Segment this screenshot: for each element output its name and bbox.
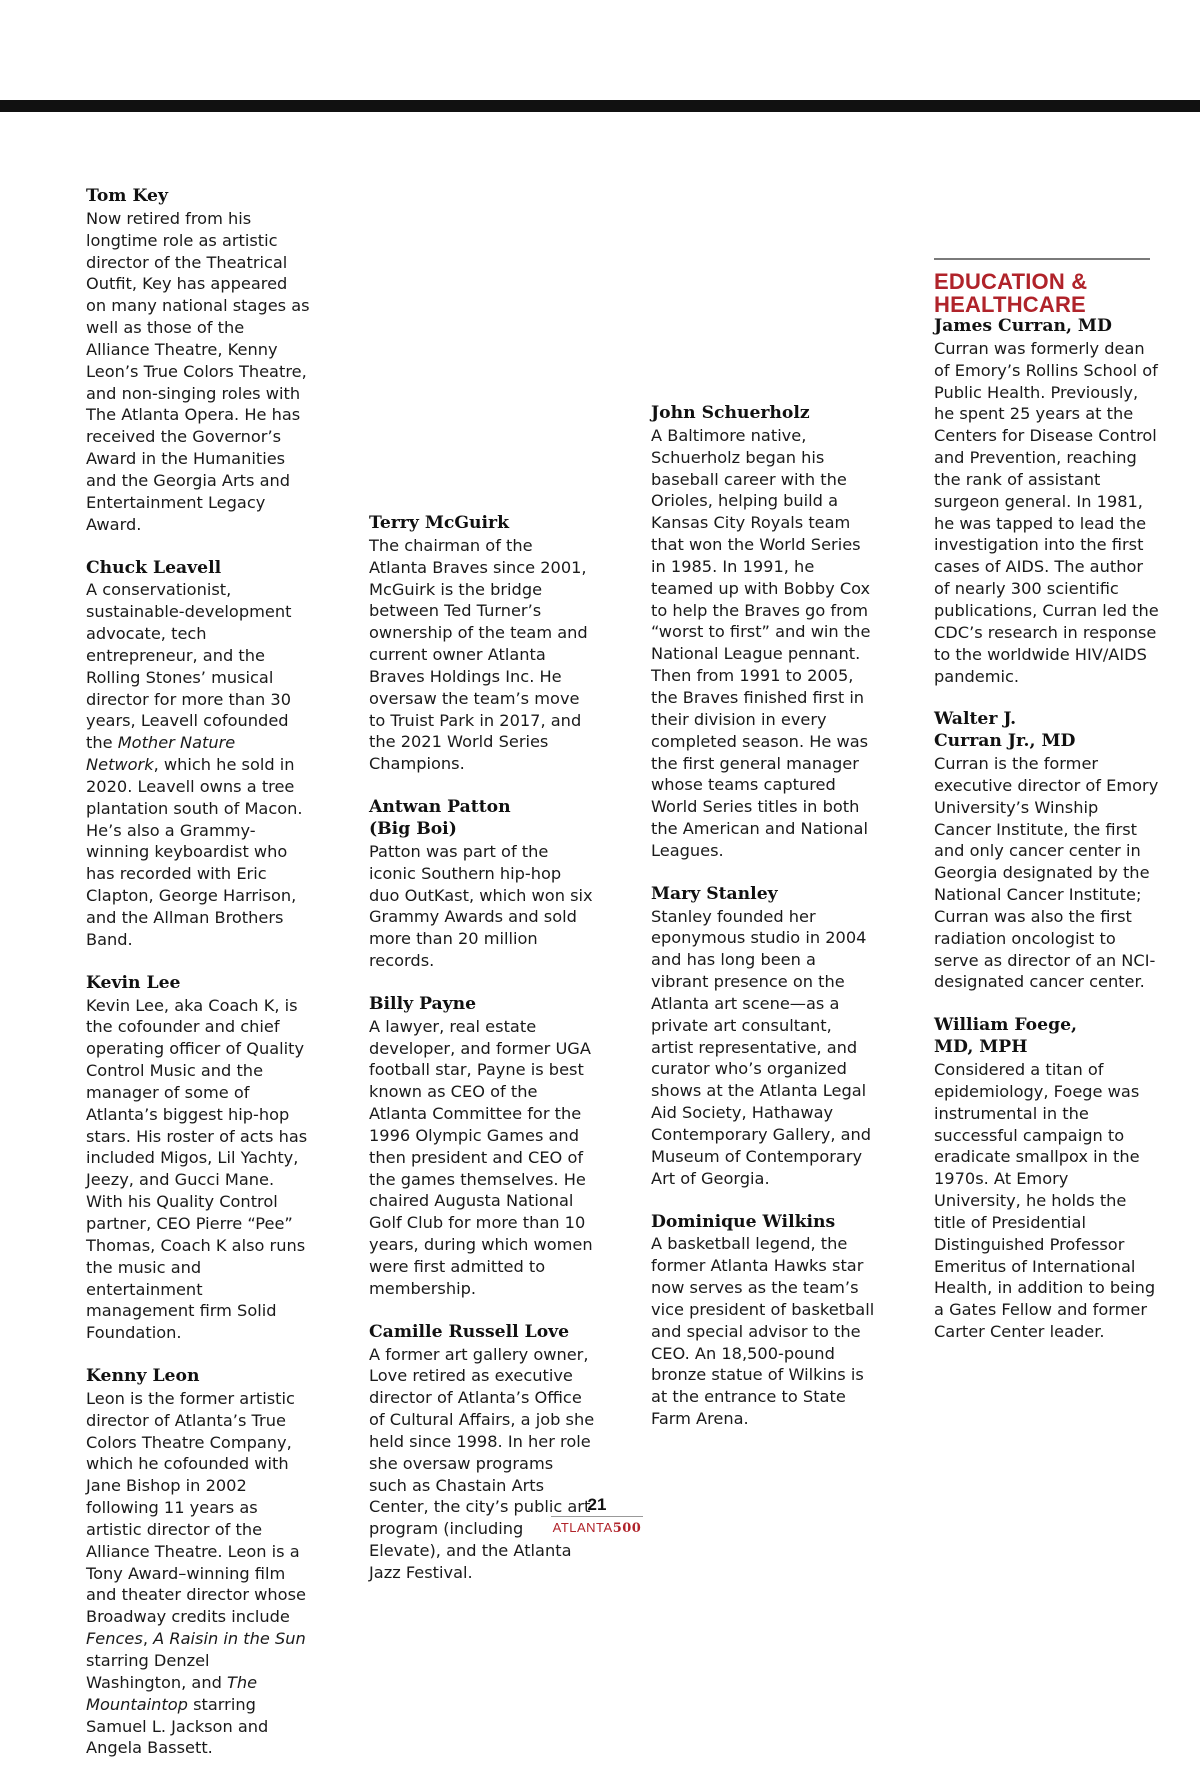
publication-brand <box>553 1520 642 1535</box>
entry-name: Kenny Leon <box>86 1366 200 1387</box>
entry-body: A Baltimore native, Schuerholz began his baseball career with the Orioles, helping build a Kansas City Royals team that won the World Series in 1985. In 1991, he teamed up with Bobby Cox to help the Braves go from “worst to first” and win the National League pennant. Then from 1991 to 2005, the Braves finished first in their division in every completed season. He was the first general manager whose teams captured World Series titles in both the American and National Leagues. <box>651 425 871 860</box>
entry-chuck-leavell <box>86 558 312 951</box>
work-title: A Raisin in the Sun <box>153 1629 306 1649</box>
entry-name: Chuck Leavell <box>86 557 222 578</box>
page-number: 21 <box>587 1495 607 1514</box>
body-text: Leon is the former artistic director of Atlanta’s True Colors Theatre Company, which he cofounded with Jane Bishop in 2002 following 11 years as artistic director of the Alliance Theatre. Leon is a Tony Award–winning film and theater director whose Broadway credits include <box>86 1388 306 1627</box>
entry-name: Terry McGuirk <box>369 513 509 533</box>
entry-john-schuerholz <box>651 403 877 862</box>
body-text: starring Denzel Washington, and <box>86 1651 228 1692</box>
section-heading <box>934 270 1160 316</box>
publication-title: Mother Nature Network <box>86 733 236 775</box>
work-title: Fences <box>86 1629 143 1649</box>
entry-terry-mcguirk <box>369 513 595 775</box>
entry-body: Kevin Lee, aka Coach K, is the cofounder and chief operating officer of Quality Control Music and the manager of some of Atlanta’s biggest hip-hop stars. His roster of acts has included Migos, Lil Yachty, Jeezy, and Gucci Mane. With his Quality Control partner, CEO Pierre “Pee” Thomas, Coach K also runs the music and entertainment management firm Solid Foundation. <box>86 995 308 1343</box>
entry-name: John Schuerholz <box>651 403 810 423</box>
entry-name: Kevin Lee <box>86 972 181 993</box>
entry-james-curran <box>934 316 1160 687</box>
entry-body: Stanley founded her eponymous studio in 2004 and has long been a vibrant presence on the Atlanta art scene—as a private art consultant, artist representative, and curator who’s organized shows at the Atlanta Legal Aid Society, Hathaway Contemporary Gallery, and Museum of Contemporary Art of Georgia. <box>651 906 872 1188</box>
entry-body: A lawyer, real estate developer, and former UGA football star, Payne is best known as CEO of the Atlanta Committee for the 1996 Olympic Games and then president and CEO of the games themselves. He chaired Augusta National Golf Club for more than 10 years, during which women were first admitted to membership. <box>369 1016 593 1298</box>
entry-body: Considered a titan of epidemiology, Foege was instrumental in the successful campaign to eradicate smallpox in the 1970s. At Emory University, he holds the title of Presidential Distinguished Professor Emeritus of International Health, in addition to being a Gates Fellow and former Carter Center leader. <box>934 1060 1156 1342</box>
name-line: Antwan Patton <box>369 797 511 818</box>
entry-mary-stanley <box>651 884 877 1190</box>
entry-body: A basketball legend, the former Atlanta Hawks star now serves as the team’s vice president of basketball and special advisor to the CEO. An 18,500-pound bronze statue of Wilkins is at the entrance to State Farm Arena. <box>651 1234 875 1429</box>
column-3 <box>651 403 877 1430</box>
name-line: Curran Jr., MD <box>934 731 1076 752</box>
body-text: A conservationist, sustainable-development advocate, tech entrepreneur, and the Rolling Stones’ musical director for more than 30 years, Leavell cofounded the <box>86 580 292 753</box>
entry-kevin-lee <box>86 973 312 1344</box>
body-text: , <box>142 1629 154 1649</box>
body-text: , which he sold in 2020. Leavell owns a tree plantation south of Macon. He’s also a Grammy-winning keyboardist who has recorded with Eric Clapton, George Harrison, and the Allman Brothers Band. <box>86 755 303 949</box>
entry-body: Now retired from his longtime role as artistic director of the Theatrical Outfit, Key has appeared on many national stages as well as those of the Alliance Theatre, Kenny Leon’s True Colors Theatre, and non-singing roles with The Atlanta Opera. He has received the Governor’s Award in the Humanities and the Georgia Arts and Entertainment Legacy Award. <box>86 208 310 534</box>
section-divider <box>934 258 1150 260</box>
entry-walter-curran <box>934 709 1160 993</box>
entry-body <box>86 1388 312 1759</box>
entry-name: Tom Key <box>86 186 168 206</box>
section-title: EDUCATION & <box>934 269 1088 294</box>
name-line: Walter J. <box>934 709 1017 730</box>
footer-divider <box>551 1516 643 1517</box>
entry-name <box>934 709 1160 753</box>
entry-billy-payne <box>369 994 595 1300</box>
entry-william-foege <box>934 1015 1160 1343</box>
entry-name: James Curran, MD <box>934 316 1112 336</box>
entry-body: Curran was formerly dean of Emory’s Rollins School of Public Health. Previously, he spent 25 years at the Centers for Disease Control and Prevention, reaching the rank of assistant surgeon general. In 1981, he was tapped to lead the investigation into the first cases of AIDS. The author of nearly 300 scientific publications, Curran led the CDC’s research in response to the worldwide HIV/AIDS pandemic. <box>934 338 1159 686</box>
work-title: The Mountaintop <box>86 1672 258 1714</box>
column-1 <box>86 186 312 1781</box>
entry-name <box>369 797 595 841</box>
entry-tom-key <box>86 186 312 536</box>
brand-name: ATLANTA <box>552 1520 613 1535</box>
name-line: (Big Boi) <box>369 818 457 839</box>
entry-body: A former art gallery owner, Love retired as executive director of Atlanta’s Office of Cultural Affairs, a job she held since 1998. In her role she oversaw programs such as Chastain Arts Center, the city’s public art program (including Elevate), and the Atlanta Jazz Festival. <box>369 1344 595 1582</box>
entry-body <box>86 579 312 950</box>
column-2 <box>369 403 595 1582</box>
entry-camille-love <box>369 1321 595 1582</box>
entry-body: The chairman of the Atlanta Braves since 2001, McGuirk is the bridge between Ted Turner’s ownership of the team and current owner Atlanta Braves Holdings Inc. He oversaw the team’s move to Truist Park in 2017, and the 2021 World Series Champions. <box>369 535 588 774</box>
entry-kenny-leon <box>86 1366 312 1759</box>
entry-name: Mary Stanley <box>651 883 778 904</box>
name-line: MD, MPH <box>934 1037 1028 1058</box>
entry-body: Patton was part of the iconic Southern hip-hop duo OutKast, which won six Grammy Awards and sold more than 20 million records. <box>369 841 593 971</box>
entry-name: Billy Payne <box>369 993 477 1014</box>
brand-number: 500 <box>612 1521 642 1536</box>
entry-body: Curran is the former executive director of Emory University’s Winship Cancer Institute, the first and only cancer center in Georgia designated by the National Cancer Institute; Curran was also the first radiation oncologist to serve as director of an NCI-designated cancer center. <box>934 754 1159 992</box>
column-4 <box>934 250 1160 1365</box>
entry-antwan-patton <box>369 797 595 972</box>
entry-name: Camille Russell Love <box>369 1321 570 1342</box>
entry-name <box>934 1015 1160 1059</box>
section-title: HEALTHCARE <box>934 292 1086 317</box>
body-text: starring Samuel L. Jackson and Angela Bassett. <box>86 1694 269 1758</box>
header-rule <box>0 100 1200 112</box>
name-line: William Foege, <box>934 1015 1078 1036</box>
entry-name: Dominique Wilkins <box>651 1211 836 1232</box>
entry-dominique-wilkins <box>651 1211 877 1429</box>
page-footer <box>550 1495 644 1537</box>
